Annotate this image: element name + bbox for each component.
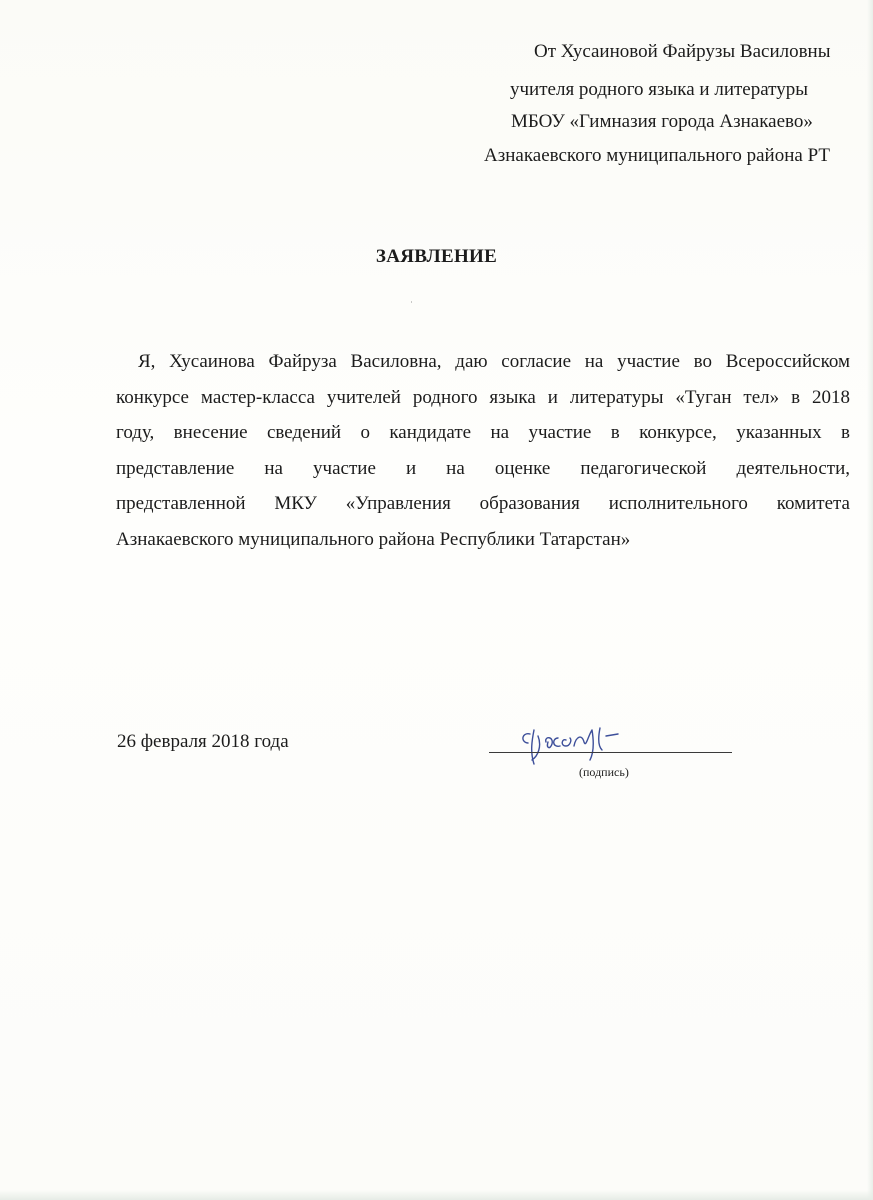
signature-caption: (подпись) bbox=[579, 765, 629, 779]
header-line-position: учителя родного языка и литературы bbox=[510, 79, 808, 100]
body-line-6: Азнакаевского муниципального района Республики Татарстан» bbox=[116, 528, 631, 550]
header-line-from: От Хусаиновой Файрузы Василовны bbox=[534, 41, 831, 62]
body-line-3: году, внесение сведений о кандидате на участие в конкурсе, указанных в bbox=[116, 422, 850, 444]
body-line-5: представленной МКУ «Управления образования исполнительного комитета bbox=[116, 493, 850, 515]
header-line-district: Азнакаевского муниципального района РТ bbox=[484, 145, 830, 166]
scan-edge-right bbox=[867, 0, 873, 1200]
stray-mark: ʾ bbox=[410, 300, 413, 310]
body-line-1: Я, Хусаинова Файруза Василовна, даю согласие на участие во Всероссийском bbox=[138, 351, 850, 372]
statement-body bbox=[116, 344, 850, 558]
header-line-school: МБОУ «Гимназия города Азнакаево» bbox=[511, 111, 813, 132]
signature-line bbox=[489, 752, 732, 753]
scan-edge-bottom bbox=[0, 1190, 873, 1200]
body-line-4: представление на участие и на оценке педагогической деятельности, bbox=[116, 457, 850, 479]
document-date: 26 февраля 2018 года bbox=[117, 731, 289, 752]
body-line-2: конкурсе мастер-класса учителей родного языка и литературы «Туган тел» в 2018 bbox=[116, 386, 850, 408]
document-title: ЗАЯВЛЕНИЕ bbox=[375, 246, 498, 267]
